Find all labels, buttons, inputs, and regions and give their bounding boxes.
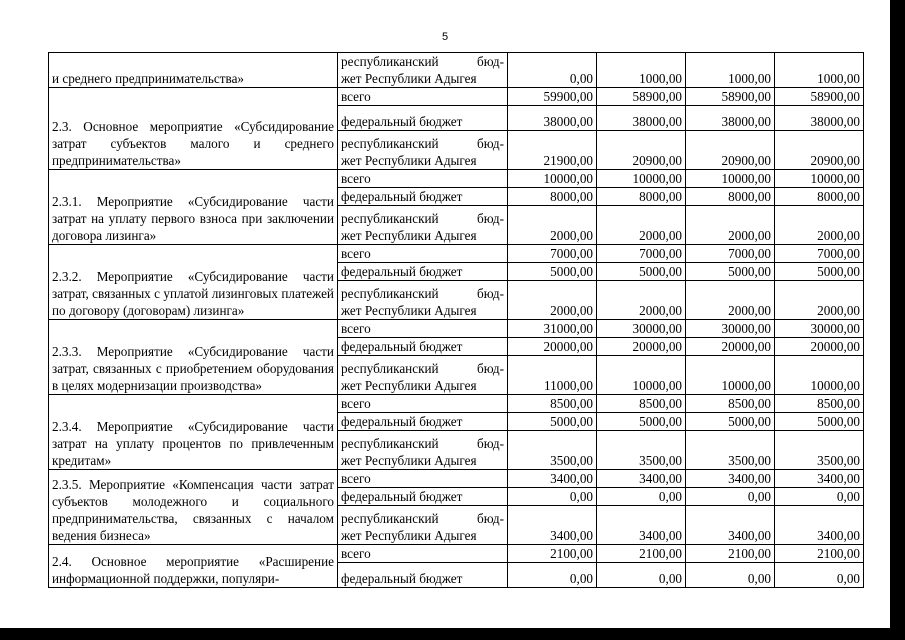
funding-source-line: республиканский бюд- [341,286,504,301]
amount-cell: 20900,00 [775,131,864,170]
funding-source [338,506,508,545]
amount-cell: 38000,00 [508,106,597,131]
amount-cell: 38000,00 [597,106,686,131]
measure-description: 2.3.2. Мероприятие «Субсидирование части затрат, связанных с уплатой лизинговых платежей по договору (договорам) лизинга» [49,245,338,320]
funding-source [338,131,508,170]
funding-source-text [341,360,504,394]
amount-cell: 5000,00 [597,263,686,281]
amount-cell: 20900,00 [686,131,775,170]
funding-source-line: жет Республики Адыгея [341,453,477,468]
funding-source-line: жет Республики Адыгея [341,153,477,168]
amount-cell: 0,00 [597,563,686,588]
amount-cell: 30000,00 [597,320,686,338]
amount-cell: 58900,00 [775,88,864,106]
table-row [49,470,864,488]
amount-cell: 58900,00 [686,88,775,106]
funding-source: федеральный бюджет [338,338,508,356]
measure-description: и среднего предпринимательства» [49,53,338,88]
amount-cell: 8000,00 [775,188,864,206]
measure-description: 2.3. Основное мероприятие «Субсидирование затрат субъектов малого и среднего предпринимательства» [49,88,338,170]
amount-cell: 20000,00 [775,338,864,356]
funding-source [338,431,508,470]
amount-cell: 2000,00 [597,206,686,245]
funding-source: всего [338,88,508,106]
funding-source: федеральный бюджет [338,413,508,431]
amount-cell: 10000,00 [775,356,864,395]
amount-cell: 7000,00 [508,245,597,263]
funding-source: федеральный бюджет [338,563,508,588]
funding-source [338,281,508,320]
amount-cell: 20000,00 [597,338,686,356]
funding-source [338,356,508,395]
amount-cell: 7000,00 [686,245,775,263]
amount-cell: 0,00 [508,563,597,588]
funding-source-line: жет Республики Адыгея [341,528,477,543]
amount-cell: 58900,00 [597,88,686,106]
funding-source: всего [338,470,508,488]
funding-source-text [341,285,504,319]
amount-cell: 10000,00 [597,170,686,188]
funding-source [338,53,508,88]
funding-source-line: жет Республики Адыгея [341,71,477,86]
amount-cell: 3400,00 [686,470,775,488]
measure-description: 2.3.5. Мероприятие «Компенсация части затрат субъектов молодежного и социального предпринимательства, связанных с началом ведения бизнеса» [49,470,338,545]
amount-cell: 5000,00 [508,413,597,431]
amount-cell: 2100,00 [597,545,686,563]
measure-description: 2.3.1. Мероприятие «Субсидирование части затрат на уплату первого взноса при заключении договора лизинга» [49,170,338,245]
table-row [49,320,864,338]
funding-source: всего [338,170,508,188]
amount-cell: 20000,00 [508,338,597,356]
amount-cell: 10000,00 [686,356,775,395]
funding-source: федеральный бюджет [338,488,508,506]
amount-cell: 0,00 [686,488,775,506]
amount-cell: 10000,00 [597,356,686,395]
amount-cell: 3500,00 [597,431,686,470]
amount-cell: 3500,00 [686,431,775,470]
amount-cell: 8000,00 [597,188,686,206]
amount-cell: 2000,00 [775,206,864,245]
amount-cell: 5000,00 [775,413,864,431]
funding-source: федеральный бюджет [338,106,508,131]
measure-description: 2.3.3. Мероприятие «Субсидирование части затрат, связанных с приобретением оборудования в целях модернизации производства» [49,320,338,395]
amount-cell: 21900,00 [508,131,597,170]
amount-cell: 3400,00 [775,470,864,488]
funding-source-text [341,210,504,244]
funding-source: федеральный бюджет [338,188,508,206]
funding-source [338,206,508,245]
amount-cell: 2100,00 [775,545,864,563]
amount-cell: 7000,00 [597,245,686,263]
amount-cell: 8500,00 [597,395,686,413]
funding-source-line: жет Республики Адыгея [341,378,477,393]
funding-source-line: республиканский бюд- [341,211,504,226]
amount-cell: 2000,00 [597,281,686,320]
amount-cell: 30000,00 [775,320,864,338]
amount-cell: 3500,00 [775,431,864,470]
funding-source-line: республиканский бюд- [341,436,504,451]
amount-cell: 30000,00 [686,320,775,338]
funding-source-line: жет Республики Адыгея [341,228,477,243]
amount-cell: 38000,00 [775,106,864,131]
funding-source-text [341,510,504,544]
amount-cell: 8500,00 [686,395,775,413]
amount-cell: 2100,00 [686,545,775,563]
funding-source-line: жет Республики Адыгея [341,303,477,318]
amount-cell: 1000,00 [686,53,775,88]
measure-description: 2.3.4. Мероприятие «Субсидирование части затрат на уплату процентов по привлеченным кредитам» [49,395,338,470]
amount-cell: 3400,00 [597,470,686,488]
funding-source-line: республиканский бюд- [341,511,504,526]
table-row [49,170,864,188]
table-row [49,88,864,106]
amount-cell: 8500,00 [508,395,597,413]
amount-cell: 0,00 [775,488,864,506]
amount-cell: 20900,00 [597,131,686,170]
measure-description: 2.4. Основное мероприятие «Расширение информационной поддержки, популяри- [49,545,338,588]
funding-source-text [341,53,504,87]
amount-cell: 2000,00 [775,281,864,320]
amount-cell: 0,00 [686,563,775,588]
page-number: 5 [441,31,449,43]
amount-cell: 10000,00 [775,170,864,188]
amount-cell: 11000,00 [508,356,597,395]
amount-cell: 31000,00 [508,320,597,338]
funding-table [48,52,864,588]
funding-source: всего [338,545,508,563]
amount-cell: 8000,00 [508,188,597,206]
funding-source: всего [338,245,508,263]
amount-cell: 2000,00 [686,206,775,245]
amount-cell: 5000,00 [597,413,686,431]
funding-source-line: республиканский бюд- [341,136,504,151]
amount-cell: 8000,00 [686,188,775,206]
amount-cell: 3400,00 [508,470,597,488]
table-row [49,545,864,563]
amount-cell: 10000,00 [686,170,775,188]
amount-cell: 2000,00 [686,281,775,320]
amount-cell: 3400,00 [597,506,686,545]
amount-cell: 38000,00 [686,106,775,131]
amount-cell: 3500,00 [508,431,597,470]
table-row [49,245,864,263]
amount-cell: 5000,00 [508,263,597,281]
table-row [49,53,864,88]
amount-cell: 0,00 [508,53,597,88]
amount-cell: 3400,00 [686,506,775,545]
funding-source: всего [338,395,508,413]
amount-cell: 0,00 [597,488,686,506]
amount-cell: 2100,00 [508,545,597,563]
amount-cell: 10000,00 [508,170,597,188]
amount-cell: 5000,00 [686,263,775,281]
amount-cell: 59900,00 [508,88,597,106]
amount-cell: 7000,00 [775,245,864,263]
amount-cell: 5000,00 [686,413,775,431]
amount-cell: 3400,00 [775,506,864,545]
amount-cell: 8500,00 [775,395,864,413]
amount-cell: 0,00 [508,488,597,506]
funding-source: федеральный бюджет [338,263,508,281]
funding-source-text [341,435,504,469]
amount-cell: 1000,00 [597,53,686,88]
amount-cell: 1000,00 [775,53,864,88]
amount-cell: 20000,00 [686,338,775,356]
table-row [49,395,864,413]
funding-source-text [341,135,504,169]
amount-cell: 0,00 [775,563,864,588]
amount-cell: 3400,00 [508,506,597,545]
amount-cell: 2000,00 [508,281,597,320]
amount-cell: 5000,00 [775,263,864,281]
funding-source-line: республиканский бюд- [341,54,504,69]
funding-source-line: республиканский бюд- [341,361,504,376]
funding-source: всего [338,320,508,338]
amount-cell: 2000,00 [508,206,597,245]
